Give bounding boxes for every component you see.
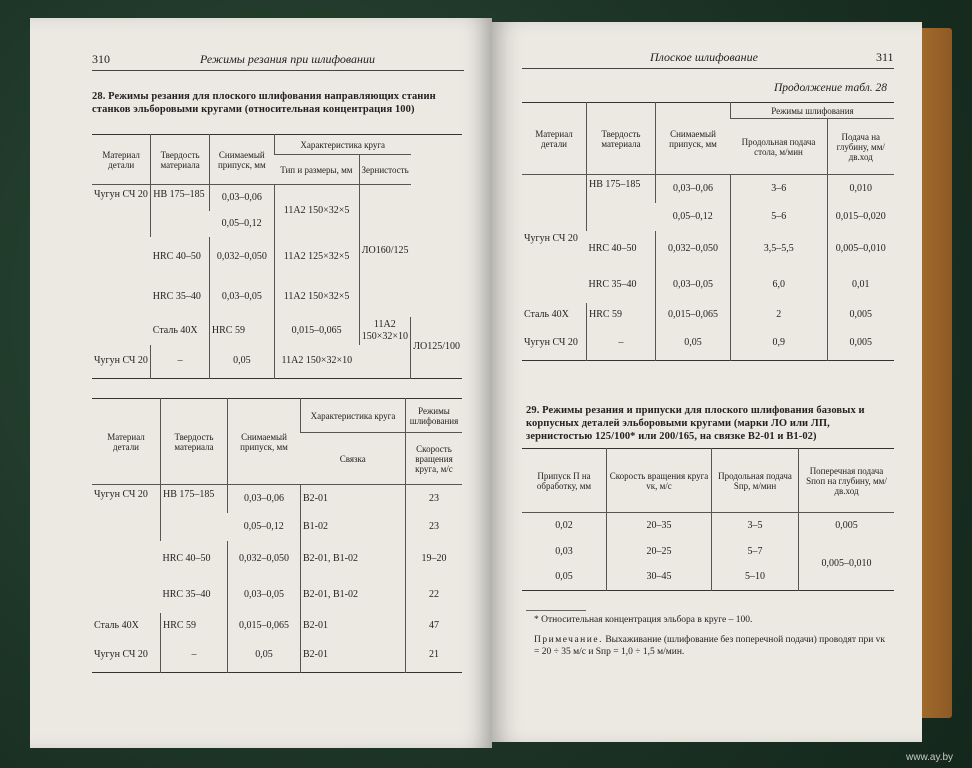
cell-hardness: HRC 35–40 — [152, 290, 201, 302]
th-hardness: Твердость материала — [151, 135, 210, 185]
cell-bond: В2-01, В1-02 — [301, 541, 406, 577]
cell-allowance: 0,03–0,05 — [228, 577, 301, 613]
table28-caption: 28. Режимы резания для плоского шлифования направляющих станин станков эльборовыми кругами (относительная концентрация 100) — [92, 91, 436, 115]
th-feed-long: Продольная подача стола, м/мин — [731, 119, 828, 175]
cell-feed-depth: 0,005–0,010 — [827, 231, 894, 267]
right-page — [492, 22, 922, 742]
th-speed: Скорость вращения круга, м/с — [406, 433, 463, 485]
th-feed-depth: Подача на глубину, мм/дв.ход — [827, 119, 894, 175]
cell-allowance: 0,03–0,05 — [656, 267, 731, 303]
cell-grain: ЛО160/125 — [359, 185, 411, 317]
cell-feed-cross: 0,005–0,010 — [799, 539, 895, 591]
cell-feed-long: 0,9 — [731, 327, 828, 361]
running-head-right: Плоское шлифование — [650, 50, 758, 64]
cell-speed: 22 — [406, 577, 463, 613]
cell-wheel-type: 11А2 150×32×10 — [274, 345, 359, 379]
cell-feed-long: 3–5 — [712, 513, 799, 539]
cell-allowance: 0,05 — [555, 571, 573, 583]
th-allowance: Припуск П на обработку, мм — [522, 449, 607, 513]
cell-feed-depth: 0,005 — [827, 327, 894, 361]
cell-material: Сталь 40Х — [152, 324, 198, 336]
th-allowance: Снимаемый припуск, мм — [209, 135, 274, 185]
cell-allowance: 0,03–0,06 — [656, 175, 731, 203]
cell-allowance: 0,05 — [656, 327, 731, 361]
note-text: Выхаживание (шлифование без поперечной подачи) проводят при vк = 20 ÷ 35 м/с и Sпр = 1,0 ÷ 1,5 м/мин. — [534, 635, 886, 657]
cell-feed-depth: 0,01 — [827, 267, 894, 303]
footnote-rule — [526, 610, 586, 611]
th-hardness: Твердость материала — [161, 399, 228, 485]
cell-allowance: 0,05–0,12 — [672, 210, 713, 222]
table29 — [522, 448, 894, 591]
cell-material: Чугун СЧ 20 — [524, 337, 578, 349]
th-modes: Режимы шлифования — [731, 103, 895, 119]
th-bond: Связка — [301, 433, 406, 485]
cell-allowance: 0,032–0,050 — [209, 237, 274, 277]
cell-feed-long: 3–6 — [731, 175, 828, 203]
cell-feed-long: 5–6 — [731, 203, 828, 231]
cell-grain: ЛО125/100 — [411, 317, 462, 379]
cell-hardness: HB 175–185 — [587, 175, 656, 231]
cell-allowance: 0,032–0,050 — [656, 231, 731, 267]
cell-hardness: HRC 59 — [161, 613, 228, 639]
table-modes — [92, 398, 462, 673]
table29-caption: 29. Режимы резания и припуски для плоского шлифования базовых и корпусных деталей эльборовыми кругами (марки ЛО или ЛП, зернистостью 125/100* или 200/165, на связке В2-01 и В1-02) — [526, 405, 865, 442]
table28 — [92, 134, 462, 379]
cell-hardness: HRC 40–50 — [162, 552, 211, 564]
cell-bond: В2-01 — [301, 639, 406, 673]
cell-feed-long: 6,0 — [731, 267, 828, 303]
cell-material: Чугун СЧ 20 — [94, 489, 148, 500]
cell-feed-depth: 0,010 — [827, 175, 894, 203]
th-material: Материал детали — [92, 135, 151, 185]
cell-speed: 21 — [406, 639, 463, 673]
cell-speed: 20–25 — [607, 539, 712, 565]
cell-allowance: 0,015–0,065 — [228, 613, 301, 639]
table28-continued — [522, 102, 894, 361]
th-feed-cross: Поперечная подача Sпоп на глубину, мм/дв.ход — [799, 449, 895, 513]
cell-allowance: 0,05–0,12 — [243, 520, 284, 532]
watermark: www.ay.by — [906, 752, 954, 763]
page-number-right: 311 — [876, 50, 894, 64]
th-speed: Скорость вращения круга vк, м/с — [607, 449, 712, 513]
cell-feed-long: 3,5–5,5 — [731, 231, 828, 267]
th-modes: Режимы шлифования — [406, 399, 463, 433]
cell-bond: В1-02 — [301, 513, 406, 541]
th-allowance: Снимаемый припуск, мм — [656, 103, 731, 175]
cell-feed-cross: 0,005 — [799, 513, 895, 539]
th-wheel-char: Характеристика круга — [301, 399, 406, 433]
th-grain: Зернистость — [359, 155, 411, 185]
cell-allowance: 0,03–0,05 — [209, 277, 274, 317]
th-material: Материал детали — [522, 103, 587, 175]
cell-hardness: HB 175–185 — [161, 485, 228, 541]
cell-allowance: 0,02 — [555, 519, 573, 531]
footnote: * Относительная концентрация эльбора в круге – 100. — [534, 615, 753, 625]
cell-feed-long: 5–7 — [712, 539, 799, 565]
cell-material: Сталь 40Х — [94, 619, 139, 631]
th-wheel-char: Характеристика круга — [274, 135, 410, 155]
cell-feed-long: 2 — [731, 303, 828, 327]
cell-allowance: 0,03–0,06 — [228, 485, 301, 513]
cell-hardness: HRC 35–40 — [162, 588, 211, 600]
note-label: Примечание. — [534, 635, 603, 645]
cell-hardness: HB 175–185 — [151, 185, 210, 237]
cell-speed: 30–45 — [607, 565, 712, 591]
cell-hardness: HRC 59 — [209, 317, 274, 345]
cell-material: Чугун СЧ 20 — [94, 649, 148, 661]
running-head-left: Режимы резания при шлифовании — [200, 52, 375, 66]
cell-speed: 20–35 — [607, 513, 712, 539]
cell-bond: В2-01, В1-02 — [301, 577, 406, 613]
cell-allowance: 0,05–0,12 — [221, 217, 262, 229]
cell-wheel-type: 11А2 150×32×10 — [359, 317, 411, 345]
cell-allowance: 0,015–0,065 — [274, 317, 359, 345]
cell-hardness: HRC 40–50 — [588, 242, 637, 254]
cell-material: Сталь 40Х — [524, 308, 569, 320]
cell-feed-depth: 0,015–0,020 — [827, 203, 894, 231]
th-material: Материал детали — [92, 399, 161, 485]
table-note — [534, 634, 886, 658]
cell-material: Чугун СЧ 20 — [94, 189, 148, 200]
cell-allowance: 0,05 — [228, 639, 301, 673]
cell-feed-depth: 0,005 — [827, 303, 894, 327]
cell-hardness: – — [161, 639, 228, 673]
th-feed-long: Продольная подача Sпр, м/мин — [712, 449, 799, 513]
th-allowance: Снимаемый припуск, мм — [228, 399, 301, 485]
cell-allowance: 0,032–0,050 — [228, 541, 301, 577]
cell-wheel-type: 11А2 150×32×5 — [274, 277, 359, 317]
cell-allowance: 0,05 — [209, 345, 274, 379]
th-hardness: Твердость материала — [587, 103, 656, 175]
head-rule-left — [92, 70, 464, 71]
continuation-label: Продолжение табл. 28 — [774, 82, 887, 94]
cell-bond: В2-01 — [301, 485, 406, 513]
cell-feed-long: 5–10 — [712, 565, 799, 591]
cell-speed: 19–20 — [406, 541, 463, 577]
cell-material: Чугун СЧ 20 — [524, 232, 578, 244]
cell-allowance: 0,03–0,06 — [209, 185, 274, 211]
cell-hardness: HRC 59 — [587, 303, 656, 327]
cell-hardness: HRC 40–50 — [152, 250, 201, 262]
th-type-size: Тип и размеры, мм — [274, 155, 359, 185]
left-page — [30, 18, 492, 748]
cell-wheel-type: 11А2 150×32×5 — [274, 185, 359, 237]
page-number-left: 310 — [92, 52, 110, 66]
cell-hardness: HRC 35–40 — [588, 278, 637, 290]
cell-allowance: 0,015–0,065 — [656, 303, 731, 327]
cell-allowance: 0,03 — [555, 545, 573, 557]
cell-hardness: – — [151, 345, 210, 379]
cell-bond: В2-01 — [301, 613, 406, 639]
cell-speed: 23 — [406, 485, 463, 513]
head-rule-right — [522, 68, 894, 69]
cell-speed: 47 — [406, 613, 463, 639]
cell-wheel-type: 11А2 125×32×5 — [274, 237, 359, 277]
cell-speed: 23 — [406, 513, 463, 541]
cell-material: Чугун СЧ 20 — [94, 355, 148, 367]
cell-hardness: – — [587, 327, 656, 361]
